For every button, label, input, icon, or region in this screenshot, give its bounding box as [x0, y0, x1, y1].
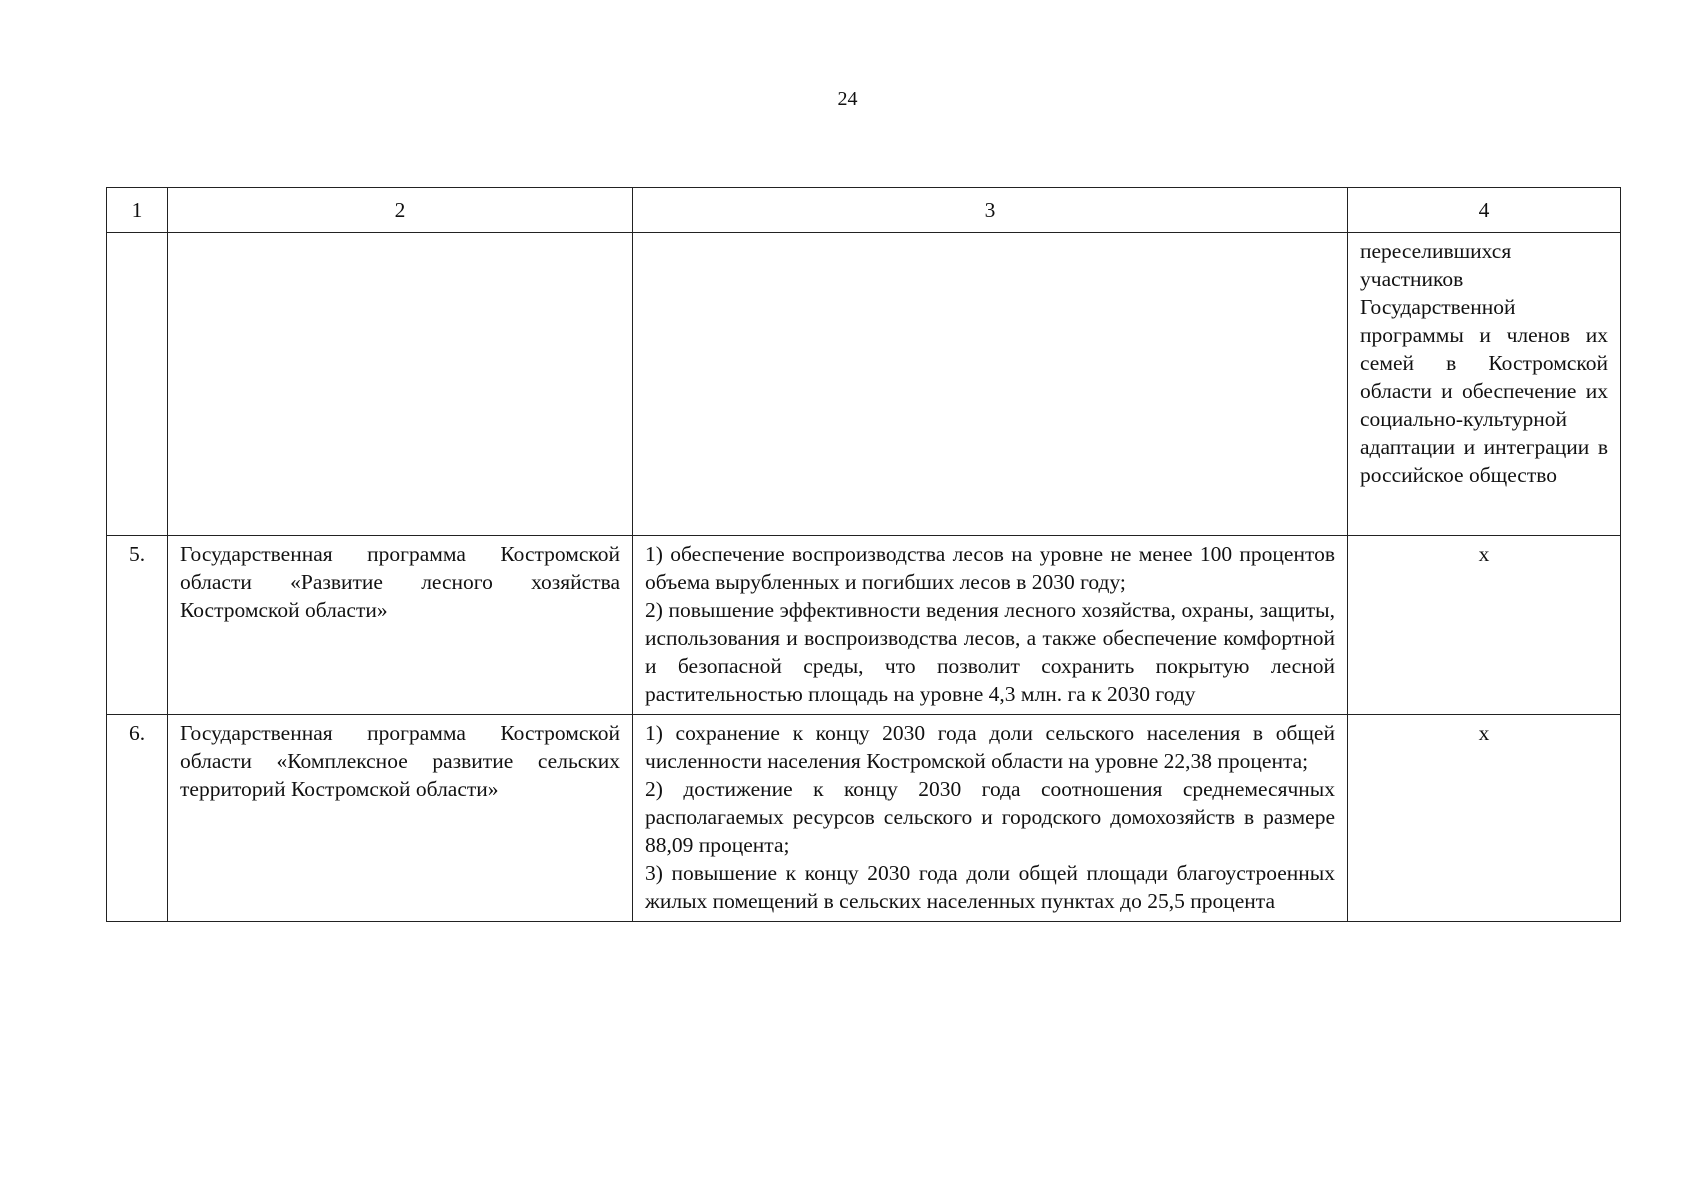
program-goals — [633, 715, 1348, 922]
row-number: 6. — [107, 715, 168, 922]
header-cell-4: 4 — [1348, 188, 1621, 233]
header-cell-1: 1 — [107, 188, 168, 233]
goal-item: 2) достижение к концу 2030 года соотношения среднемесячных располагаемых ресурсов сельского и городского домохозяйств в размере 88,09 процента; — [645, 777, 1335, 857]
goal-item: 1) обеспечение воспроизводства лесов на уровне не менее 100 процентов объема вырубленных и погибших лесов в 2030 году; — [645, 542, 1335, 594]
table-header-row — [107, 188, 1621, 233]
header-cell-2: 2 — [168, 188, 633, 233]
goal-item: 3) повышение к концу 2030 года доли общей площади благоустроенных жилых помещений в сельских населенных пунктах до 25,5 процента — [645, 861, 1335, 913]
continuation-col4-cell: переселившихся участников Государственной программы и членов их семей в Костромской области и обеспечение их социально-культурной адаптации и интеграции в российское общество — [1348, 233, 1621, 536]
col4-value: х — [1348, 536, 1621, 715]
continuation-program-cell — [168, 233, 633, 536]
program-goals — [633, 536, 1348, 715]
table-row — [107, 536, 1621, 715]
col4-value: х — [1348, 715, 1621, 922]
table-row-continuation — [107, 233, 1621, 536]
table-row — [107, 715, 1621, 922]
continuation-goals-cell — [633, 233, 1348, 536]
program-name: Государственная программа Костромской области «Развитие лесного хозяйства Костромской области» — [168, 536, 633, 715]
program-name: Государственная программа Костромской области «Комплексное развитие сельских территорий Костромской области» — [168, 715, 633, 922]
header-cell-3: 3 — [633, 188, 1348, 233]
row-number: 5. — [107, 536, 168, 715]
goal-item: 1) сохранение к концу 2030 года доли сельского населения в общей численности населения Костромской области на уровне 22,38 процента; — [645, 721, 1335, 773]
continuation-num-cell — [107, 233, 168, 536]
goal-item: 2) повышение эффективности ведения лесного хозяйства, охраны, защиты, использования и воспроизводства лесов, а также обеспечение комфортной и безопасной среды, что позволит сохранить покрытую лесной растительностью площадь на уровне 4,3 млн. га к 2030 году — [645, 598, 1335, 706]
programs-table — [106, 187, 1621, 922]
page-number: 24 — [837, 88, 858, 110]
